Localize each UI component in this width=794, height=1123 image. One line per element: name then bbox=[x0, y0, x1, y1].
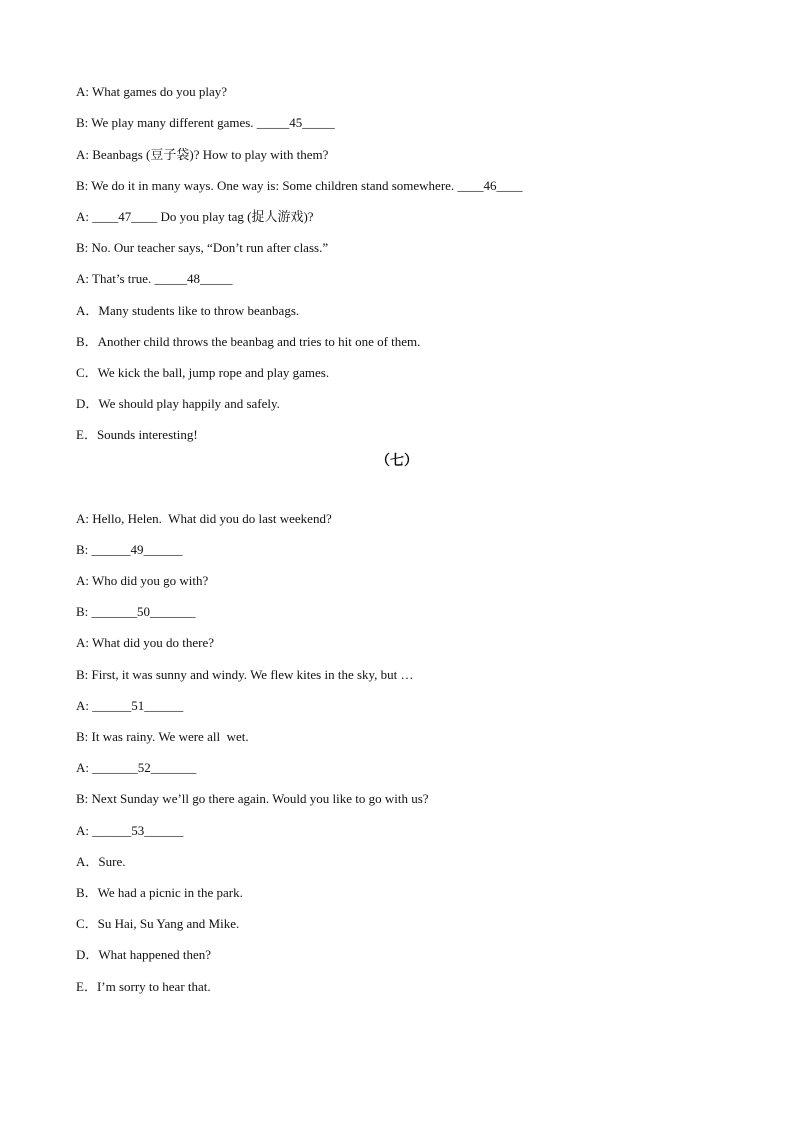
option-item: B．Another child throws the beanbag and tries to hit one of them. bbox=[76, 334, 421, 349]
dialogue-line: A: _______52_______ bbox=[76, 760, 197, 775]
option-item: D．We should play happily and safely. bbox=[76, 396, 280, 411]
option-item: E．I’m sorry to hear that. bbox=[76, 979, 211, 994]
dialogue-line: B: ______49______ bbox=[76, 542, 183, 557]
answer-blank-46[interactable]: ____46____ bbox=[457, 178, 523, 193]
dialogue-line: B: It was rainy. We were all wet. bbox=[76, 729, 249, 744]
answer-blank-50[interactable]: _______50_______ bbox=[91, 604, 196, 619]
option-item: D．What happened then? bbox=[76, 947, 212, 962]
dialogue-line: B: We do it in many ways. One way is: Some children stand somewhere. ____46____ bbox=[76, 178, 523, 193]
dialogue-line: B: We play many different games. _____45_____ bbox=[76, 115, 335, 130]
answer-blank-52[interactable]: _______52_______ bbox=[92, 760, 197, 775]
dialogue-line: A: What games do you play? bbox=[76, 84, 228, 99]
dialogue-line: B: Next Sunday we’ll go there again. Would you like to go with us? bbox=[76, 791, 429, 806]
option-item: C．We kick the ball, jump rope and play games. bbox=[76, 365, 330, 380]
option-item: A．Many students like to throw beanbags. bbox=[76, 303, 300, 318]
dialogue-line: A: ______51______ bbox=[76, 698, 184, 713]
dialogue-line: A: That’s true. _____48_____ bbox=[76, 271, 233, 286]
option-item: C．Su Hai, Su Yang and Mike. bbox=[76, 916, 240, 931]
option-item: A．Sure. bbox=[76, 854, 126, 869]
dialogue-line: B: No. Our teacher says, “Don’t run after class.” bbox=[76, 240, 329, 255]
dialogue-line: A: ______53______ bbox=[76, 823, 184, 838]
section-heading: （七） bbox=[376, 454, 418, 469]
answer-blank-49[interactable]: ______49______ bbox=[91, 542, 183, 557]
dialogue-line: A: Beanbags (豆子袋)? How to play with them? bbox=[76, 147, 329, 162]
option-item: E．Sounds interesting! bbox=[76, 427, 198, 442]
answer-blank-48[interactable]: _____48_____ bbox=[154, 271, 233, 286]
answer-blank-47[interactable]: ____47____ bbox=[92, 209, 158, 224]
dialogue-line: B: First, it was sunny and windy. We flew kites in the sky, but … bbox=[76, 667, 414, 682]
dialogue-line: A: ____47____ Do you play tag (捉人游戏)? bbox=[76, 209, 314, 224]
dialogue-line: B: _______50_______ bbox=[76, 604, 196, 619]
answer-blank-45[interactable]: _____45_____ bbox=[256, 115, 335, 130]
dialogue-line: A: Who did you go with? bbox=[76, 573, 209, 588]
answer-blank-53[interactable]: ______53______ bbox=[92, 823, 184, 838]
answer-blank-51[interactable]: ______51______ bbox=[92, 698, 184, 713]
dialogue-line: A: What did you do there? bbox=[76, 635, 215, 650]
option-item: B．We had a picnic in the park. bbox=[76, 885, 243, 900]
dialogue-line: A: Hello, Helen. What did you do last weekend? bbox=[76, 511, 332, 526]
